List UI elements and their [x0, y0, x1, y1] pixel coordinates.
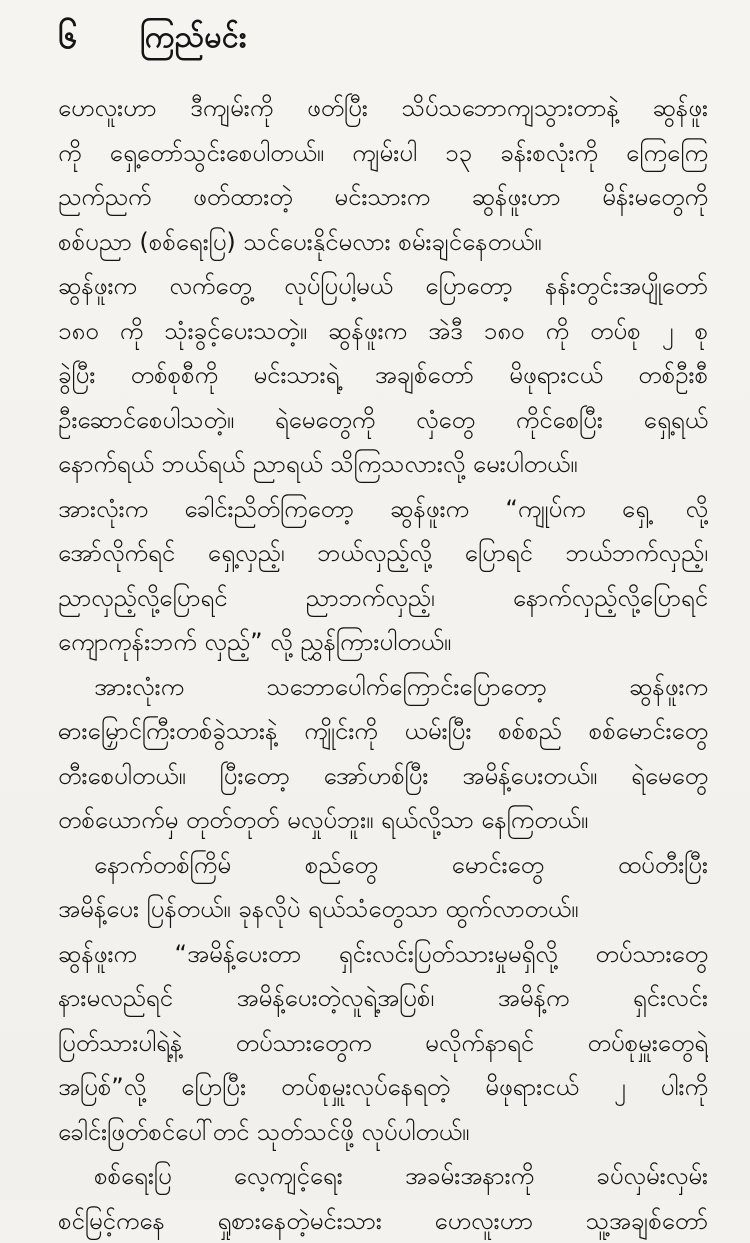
text-line: အားလုံးက ခေါင်းညိတ်ကြတော့ ဆွန်ဖူးက “ကျုပ်က ရှေ့ လို့ [58, 487, 708, 532]
text-line: အားလုံးက သဘောပေါက်ကြောင်းပြောတော့ ဆွန်ဖူးက [58, 665, 708, 710]
text-line: ညက်ညက် ဖတ်ထားတဲ့ မင်းသားက ဆွန်ဖူးဟာ မိန်းမတွေကို [58, 175, 708, 220]
text-line: ကျောကုန်းဘက် လှည့်” လို့ ညွှန်ကြားပါတယ်။ [58, 620, 708, 665]
text-line: နောက်ရယ် ဘယ်ရယ် ညာရယ် သိကြသလားလို့ မေးပါတယ်။ [58, 442, 708, 487]
text-line: အော်လိုက်ရင် ရှေ့လှည့်၊ ဘယ်လှည့်လို့ ပြောရင် ဘယ်ဘက်လှည့်၊ [58, 531, 708, 576]
text-line: ဟေလူးဟာ ဒီကျမ်းကို ဖတ်ပြီး သိပ်သဘောကျသွားတာနဲ့ ဆွန်ဖူး [58, 86, 708, 131]
text-line: ဓားမြှောင်ကြီးတစ်ခွဲသားနဲ့ ကျိုင်းကို ယမ်းပြီး စစ်စည် စစ်မောင်းတွေ [58, 709, 708, 754]
text-line: အမိန့်ပေး ပြန်တယ်။ ခုနလိုပဲ ရယ်သံတွေသာ ထွက်လာတယ်။ [58, 887, 708, 932]
running-title: ကြည်မင်း [140, 17, 247, 62]
text-line: ဦးဆောင်စေပါသတဲ့။ ရဲမေတွေကို လှံတွေ ကိုင်စေပြီး ရှေ့ရယ် [58, 398, 708, 443]
text-line: စစ်ရေးပြ လေ့ကျင့်ရေး အခမ်းအနားကို ခပ်လှမ်းလှမ်း [58, 1154, 708, 1199]
text-line: နားမလည်ရင် အမိန့်ပေးတဲ့လူရဲ့အပြစ်၊ အမိန့်က ရှင်းလင်း [58, 976, 708, 1021]
text-line: ဆွန်ဖူးက “အမိန့်ပေးတာ ရှင်းလင်းပြတ်သားမှုမရှိလို့ တပ်သားတွေ [58, 932, 708, 977]
text-line: ခွဲပြီး တစ်စုစီကို မင်းသားရဲ့ အချစ်တော် မိဖုရားငယ် တစ်ဦးစီ [58, 353, 708, 398]
text-line: စစ်ပညာ (စစ်ရေးပြ) သင်ပေးနိုင်မလား စမ်းချင်နေတယ်။ [58, 220, 708, 265]
text-line: တီးစေပါတယ်။ ပြီးတော့ အော်ဟစ်ပြီး အမိန့်ပေးတယ်။ ရဲမေတွေ [58, 754, 708, 799]
page-number: ၆ [58, 14, 140, 65]
text-line: ခေါင်းဖြတ်စင်ပေါ်တင် သုတ်သင်ဖို့ လုပ်ပါတယ်။ [58, 1110, 708, 1155]
text-line: စင်မြင့်ကနေ ရှုစားနေတဲ့မင်းသား ဟေလူးဟာ သူ့အချစ်တော် [58, 1199, 708, 1243]
text-line: ညာလှည့်လို့ပြောရင် ညာဘက်လှည့်၊ နောက်လှည့်လို့ပြောရင် [58, 576, 708, 621]
text-line: ကို ရှေ့တော်သွင်းစေပါတယ်။ ကျမ်းပါ ၁၃ ခန်းစလုံးကို ကြေကြေ [58, 131, 708, 176]
body-text [58, 86, 708, 1243]
page-header [58, 14, 247, 64]
text-line: အပြစ်”လို့ ပြောပြီး တပ်စုမှူးလုပ်နေရတဲ့ မိဖုရားငယ် ၂ ပါးကို [58, 1065, 708, 1110]
text-line: ဆွန်ဖူးက လက်တွေ့ လုပ်ပြပါ့မယ် ပြောတော့ နန်းတွင်းအပျိုတော် [58, 264, 708, 309]
text-line: ပြတ်သားပါရဲ့နဲ့ တပ်သားတွေက မလိုက်နာရင် တပ်စုမှူးတွေရဲ့ [58, 1021, 708, 1066]
text-line: ၁၈၀ ကို သုံးခွင့်ပေးသတဲ့။ ဆွန်ဖူးက အဲဒီ ၁၈၀ ကို တပ်စု ၂ စု [58, 309, 708, 354]
text-line: နောက်တစ်ကြိမ် စည်တွေ မောင်းတွေ ထပ်တီးပြီး [58, 843, 708, 888]
text-line: တစ်ယောက်မှ တုတ်တုတ် မလှုပ်ဘူး။ ရယ်လို့သာ နေကြတယ်။ [58, 798, 708, 843]
